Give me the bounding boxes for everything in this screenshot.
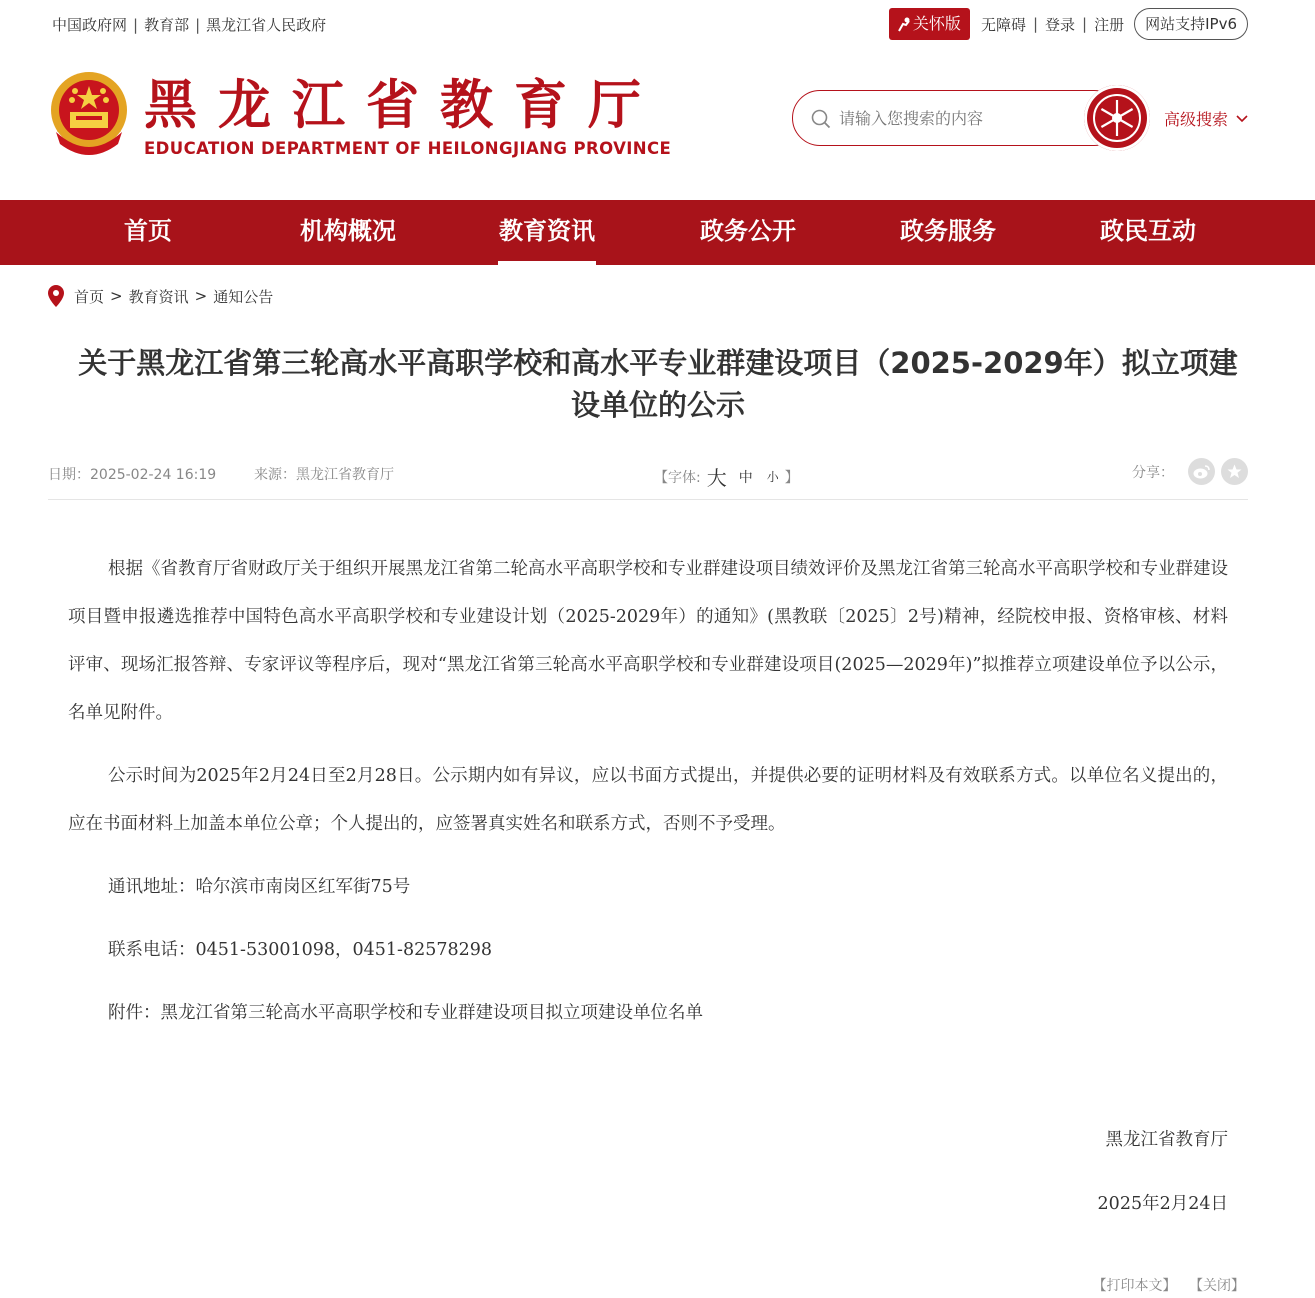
hand-heart-icon xyxy=(897,16,911,32)
paragraph-phone: 联系电话：0451-53001098，0451-82578298 xyxy=(108,940,493,960)
nav-item-gov-services[interactable]: 政务服务 xyxy=(900,217,996,245)
main-nav xyxy=(0,200,1315,265)
ipv6-badge: 网站支持IPv6 xyxy=(1134,8,1248,40)
signature-org: 黑龙江省教育厅 xyxy=(1105,1130,1228,1150)
nav-item-news[interactable]: 教育资讯 xyxy=(498,200,596,265)
nav-item-interaction[interactable]: 政民互动 xyxy=(1100,217,1196,245)
register-link[interactable]: 注册 xyxy=(1094,15,1125,34)
national-emblem-logo[interactable] xyxy=(48,70,130,158)
nav-item-about[interactable]: 机构概况 xyxy=(300,217,396,245)
font-size-end: 】 xyxy=(784,469,799,486)
article-title xyxy=(48,342,1268,426)
paragraph-address: 通讯地址：哈尔滨市南岗区红军街75号 xyxy=(108,877,411,897)
separator: | xyxy=(1032,15,1039,33)
breadcrumb-separator: > xyxy=(194,287,208,305)
search-input[interactable] xyxy=(839,105,1069,131)
paragraph-period: 公示时间为2025年2月24日至2月28日。公示期内如有异议，应以书面方式提出，并提供必要的证明材料及有效联系方式。以单位名义提出的，应在书面材料上加盖本单位公章；个人提出的，应签署真实姓名和联系方式，否则不予受理。 xyxy=(68,766,1228,834)
breadcrumb-home[interactable]: 首页 xyxy=(74,287,105,306)
search-button[interactable] xyxy=(1084,85,1150,151)
article-title-line2: 设单位的公示 xyxy=(570,388,745,422)
footer-links xyxy=(1085,1275,1245,1295)
weibo-share-icon[interactable] xyxy=(1188,458,1215,485)
separator: | xyxy=(1082,15,1088,33)
link-moe[interactable]: 教育部 xyxy=(144,16,190,34)
nav-item-home[interactable]: 首页 xyxy=(124,217,172,245)
article-title-line1: 关于黑龙江省第三轮高水平高职学校和高水平专业群建设项目（2025-2029年）拟立项建 xyxy=(78,346,1238,380)
breadcrumb-notices[interactable]: 通知公告 xyxy=(213,287,274,306)
font-size-control xyxy=(654,462,799,491)
article-source: 来源：黑龙江省教育厅 xyxy=(254,467,394,483)
print-link[interactable]: 【打印本文】 xyxy=(1092,1278,1177,1294)
article-body xyxy=(68,545,1228,1052)
font-size-medium-button[interactable]: 中 xyxy=(738,469,753,486)
signature-date: 2025年2月24日 xyxy=(1097,1194,1228,1214)
chevron-down-icon xyxy=(1236,115,1248,123)
link-gov-cn[interactable]: 中国政府网 xyxy=(52,16,128,34)
breadcrumb-separator: > xyxy=(110,287,123,305)
publish-date: 日期：2025-02-24 16:19 xyxy=(48,467,217,483)
top-links xyxy=(52,14,326,35)
search-box xyxy=(792,90,1122,146)
article-meta xyxy=(48,462,1248,492)
breadcrumb xyxy=(48,285,273,307)
share-bar xyxy=(1132,458,1248,485)
search-icon xyxy=(811,109,831,129)
site-title: 黑龙江省教育厅 xyxy=(144,75,662,136)
site-subtitle: EDUCATION DEPARTMENT OF HEILONGJIANG PROVINCE xyxy=(144,139,672,158)
advanced-search-label: 高级搜索 xyxy=(1164,110,1229,129)
share-label: 分享： xyxy=(1132,464,1174,481)
advanced-search-link[interactable] xyxy=(1164,107,1248,130)
top-bar xyxy=(0,0,1315,48)
paragraph-attachment[interactable]: 附件：黑龙江省第三轮高水平高职学校和专业群建设项目拟立项建设单位名单 xyxy=(108,1003,703,1023)
login-link[interactable]: 登录 xyxy=(1045,15,1076,34)
accessibility-link[interactable]: 无障碍 xyxy=(980,15,1026,34)
close-link[interactable]: 【关闭】 xyxy=(1189,1278,1245,1294)
font-size-small-button[interactable]: 小 xyxy=(766,470,779,484)
separator: | xyxy=(195,16,201,34)
paragraph-basis: 根据《省教育厅省财政厅关于组织开展黑龙江省第二轮高水平高职学校和专业群建设项目绩效评价及黑龙江省第三轮高水平高职学校和专业群建设项目暨申报遴选推荐中国特色高水平高职学校和专业建设计划（2025-2029年）的通知》(黑教联〔2025〕2号)精神，经院校申报、资格审核、材料评审、现场汇报答辩、专家评议等程序后，现对“黑龙江省第三轮高水平高职学校和专业群建设项目(2025—2029年)”拟推荐立项建设单位予以公示，名单见附件。 xyxy=(68,559,1228,723)
care-mode-button[interactable] xyxy=(889,8,970,40)
meta-divider xyxy=(48,499,1248,500)
breadcrumb-news[interactable]: 教育资讯 xyxy=(128,287,189,306)
font-size-label: 【字体: xyxy=(654,469,701,486)
font-size-large-button[interactable]: 大 xyxy=(706,466,727,490)
location-pin-icon xyxy=(48,285,64,307)
favorite-share-icon[interactable] xyxy=(1221,458,1248,485)
separator: | xyxy=(133,16,139,34)
snowflake-icon xyxy=(1092,93,1142,143)
top-right-links xyxy=(889,8,1248,40)
link-hlj-gov[interactable]: 黑龙江省人民政府 xyxy=(206,16,327,34)
nav-item-gov-affairs[interactable]: 政务公开 xyxy=(700,217,796,245)
care-mode-label: 关怀版 xyxy=(912,14,961,33)
